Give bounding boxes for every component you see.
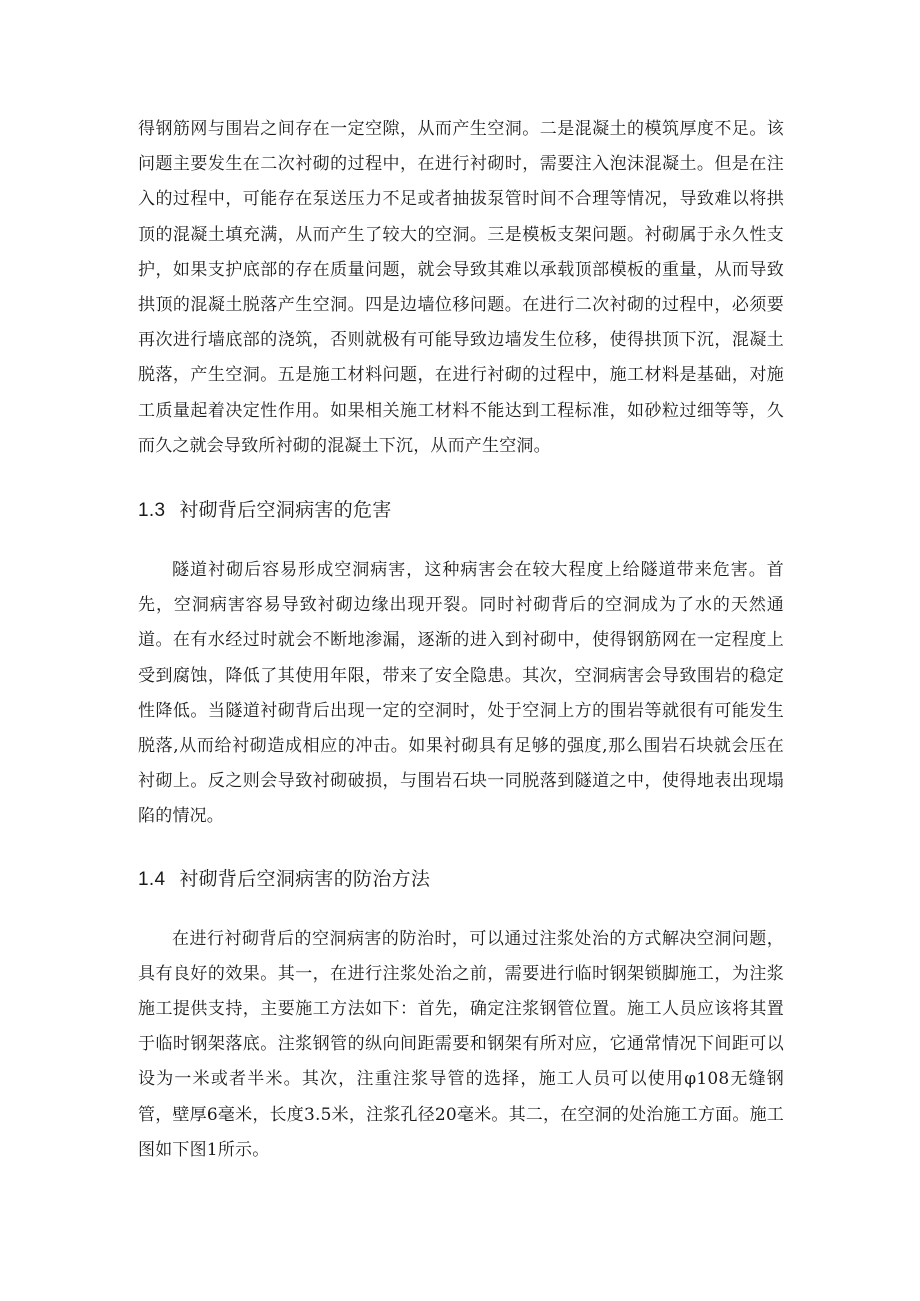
body-paragraph-prevention: 在进行衬砌背后的空洞病害的防治时，可以通过注浆处治的方式解决空洞问题，具有良好的效果。其一，在进行注浆处治之前，需要进行临时钢架锁脚施工，为注浆施工提供支持，主要施工方法如下：首先，确定注浆钢管位置。施工人员应该将其置于临时钢架落底。注浆钢管的纵向间距需要和钢架有所对应，它通常情况下间距可以设为一米或者半米。其次，注重注浆导管的选择，施工人员可以使用φ108无缝钢管，壁厚6毫米，长度3.5米，注浆孔径20毫米。其二，在空洞的处治施工方面。施工图如下图1所示。	[138, 928, 784, 1160]
section-number: 1.4	[138, 868, 166, 890]
body-paragraph-causes: 得钢筋网与围岩之间存在一定空隙，从而产生空洞。二是混凝土的模筑厚度不足。该问题主要发生在二次衬砌的过程中，在进行衬砌时，需要注入泡沫混凝土。但是在注入的过程中，可能存在泵送压力不足或者抽拔泵管时间不合理等情况，导致难以将拱顶的混凝土填充满，从而产生了较大的空洞。三是模板支架问题。衬砌属于永久性支护，如果支护底部的存在质量问题，就会导致其难以承载顶部模板的重量，从而导致拱顶的混凝土脱落产生空洞。四是边墙位移问题。在进行二次衬砌的过程中，必须要再次进行墙底部的浇筑，否则就极有可能导致边墙发生位移，使得拱顶下沉，混凝土脱落，产生空洞。五是施工材料问题，在进行衬砌的过程中，施工材料是基础，对施工质量起着决定性作用。如果相关施工材料不能达到工程标准，如砂粒过细等等，久而久之就会导致所衬砌的混凝土下沉，从而产生空洞。	[138, 119, 784, 456]
body-paragraph-hazards: 隧道衬砌后容易形成空洞病害，这种病害会在较大程度上给隧道带来危害。首先，空洞病害容易导致衬砌边缘出现开裂。同时衬砌背后的空洞成为了水的天然通道。在有水经过时就会不断地渗漏，逐渐的进入到衬砌中，使得钢筋网在一定程度上受到腐蚀，降低了其使用年限，带来了安全隐患。其次，空洞病害会导致围岩的稳定性降低。当隧道衬砌背后出现一定的空洞时，处于空洞上方的围岩等就很有可能发生脱落,从而给衬砌造成相应的冲击。如果衬砌具有足够的强度,那么围岩石块就会压在衬砌上。反之则会导致衬砌破损，与围岩石块一同脱落到隧道之中，使得地表出现塌陷的情况。	[138, 560, 784, 827]
section-title: 衬砌背后空洞病害的危害	[179, 499, 392, 522]
document-page	[138, 112, 784, 1168]
section-title: 衬砌背后空洞病害的防治方法	[179, 867, 431, 890]
section-heading-1-4	[138, 865, 784, 894]
section-number: 1.3	[138, 500, 166, 522]
section-heading-1-3	[138, 496, 784, 525]
